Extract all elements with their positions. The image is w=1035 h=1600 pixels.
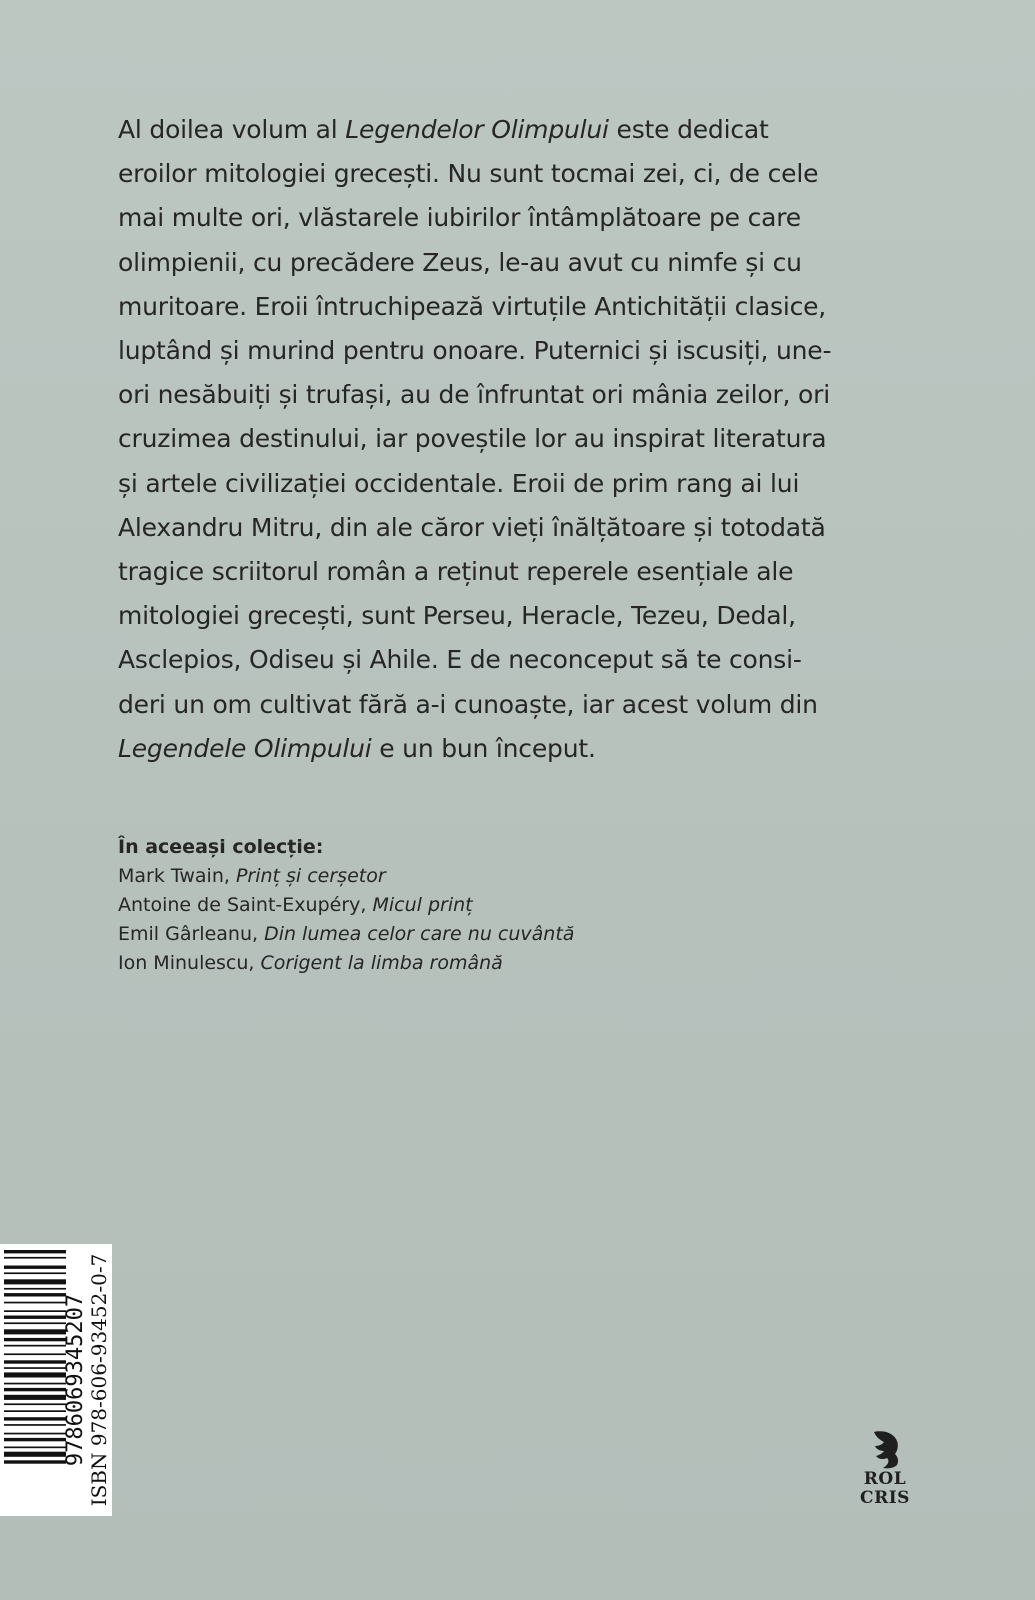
blurb-line [118, 329, 938, 373]
publisher-logo [855, 1430, 915, 1510]
barcode-bar [4, 1288, 66, 1290]
blurb-text: ori nesăbuiți și trufași, au de înfruntat ori mânia zeilor, ori [118, 380, 830, 410]
barcode-bar [4, 1424, 66, 1426]
barcode-bar [4, 1279, 66, 1284]
collection-entry [118, 862, 818, 891]
barcode-bar [4, 1452, 66, 1457]
blurb-line [118, 196, 938, 240]
horse-head-icon [868, 1430, 902, 1470]
blurb-text: eroilor mitologiei grecești. Nu sunt tocmai zei, ci, de cele [118, 159, 819, 189]
barcode-bar [4, 1403, 66, 1405]
blurb-text: e un bun început. [371, 733, 596, 763]
barcode-bar [4, 1322, 66, 1324]
blurb-text: olimpienii, cu precădere Zeus, le-au avut cu nimfe și cu [118, 247, 802, 277]
barcode-bar [4, 1433, 66, 1435]
collection-entry [118, 891, 818, 920]
blurb-line [118, 285, 938, 329]
blurb-line [118, 462, 938, 506]
barcode-bar [4, 1438, 66, 1441]
blurb-book-title: Legendelor Olimpului [345, 115, 609, 144]
publisher-name-line1: ROL [863, 1469, 907, 1489]
same-collection-list [118, 833, 818, 978]
barcode-bar [4, 1372, 66, 1377]
collection-author: Ion Minulescu, [118, 952, 261, 974]
blurb-text: deri un om cultivat fără a-i cunoaște, iar acest volum din [118, 689, 818, 719]
barcode-bar [4, 1395, 66, 1400]
collection-entry [118, 920, 818, 949]
publisher-name-line2: CRIS [860, 1488, 910, 1508]
blurb-text: Al doilea volum al [118, 115, 346, 144]
blurb-text: tragice scriitorul român a reținut reperele esențiale ale [118, 557, 794, 587]
barcode-bar [4, 1410, 66, 1412]
blurb-line [118, 108, 938, 152]
barcode-bar [4, 1310, 66, 1312]
blurb-line [118, 550, 938, 594]
barcode-bar [4, 1460, 66, 1463]
barcode-bar [4, 1272, 66, 1274]
collection-title: Corigent la limba română [260, 952, 503, 974]
collection-heading: În aceeași colecție: [118, 836, 324, 858]
blurb-line [118, 727, 938, 771]
blurb-line [118, 506, 938, 550]
barcode-bar [4, 1388, 66, 1391]
blurb-line [118, 373, 938, 417]
blurb-line [118, 638, 938, 682]
blurb-book-title: Legendele Olimpului [118, 733, 372, 763]
collection-author: Antoine de Saint-Exupéry, [118, 894, 373, 916]
blurb-line [118, 683, 938, 727]
isbn-barcode [0, 1244, 112, 1516]
collection-title: Micul prinț [372, 894, 473, 916]
barcode-bars [4, 1250, 66, 1464]
barcode-labels [63, 1254, 111, 1507]
barcode-bar [4, 1302, 66, 1304]
barcode-digits: 9786069345207 [63, 1293, 88, 1467]
blurb-text: Asclepios, Odiseu și Ahile. E de neconceput să te consi- [118, 645, 802, 675]
blurb-line [118, 594, 938, 638]
barcode-bar [4, 1367, 66, 1369]
barcode-graphic [0, 1244, 112, 1516]
barcode-bar [4, 1257, 66, 1259]
blurb-text: și artele civilizației occidentale. Eroii de prim rang ai lui [118, 468, 800, 498]
barcode-bar [4, 1329, 66, 1334]
barcode-bar [4, 1250, 66, 1253]
blurb-text: luptând și murind pentru onoare. Puternici și iscusiți, une- [118, 336, 832, 366]
book-blurb [118, 108, 938, 771]
collection-title: Prinț și cerșetor [235, 865, 386, 887]
collection-author: Emil Gârleanu, [118, 923, 265, 945]
isbn-number: ISBN 978-606-93452-0-7 [87, 1253, 111, 1507]
blurb-text: este dedicat [608, 115, 769, 144]
barcode-bar [4, 1383, 66, 1385]
blurb-text: muritoare. Eroii întruchipează virtuțile Antichității clasice, [118, 291, 827, 321]
blurb-line [118, 152, 938, 196]
barcode-bar [4, 1345, 66, 1347]
collection-title: Din lumea celor care nu cuvântă [264, 923, 575, 945]
blurb-text: Alexandru Mitru, din ale căror vieți înălțătoare și totodată [118, 512, 826, 542]
blurb-text: mai multe ori, vlăstarele iubirilor întâmplătoare pe care [118, 203, 801, 233]
blurb-text: mitologiei grecești, sunt Perseu, Heracle, Tezeu, Dedal, [118, 601, 796, 631]
barcode-bar [4, 1353, 66, 1355]
blurb-line [118, 417, 938, 461]
barcode-bar [4, 1417, 66, 1420]
barcode-bar [4, 1360, 66, 1363]
barcode-bar [4, 1316, 66, 1319]
barcode-bar [4, 1338, 66, 1341]
collection-author: Mark Twain, [118, 865, 236, 887]
blurb-text: cruzimea destinului, iar poveștile lor au inspirat literatura [118, 424, 827, 454]
blurb-line [118, 241, 938, 285]
barcode-bar [4, 1266, 66, 1269]
barcode-bar [4, 1293, 66, 1296]
barcode-bar [4, 1447, 66, 1449]
collection-entry [118, 949, 818, 978]
